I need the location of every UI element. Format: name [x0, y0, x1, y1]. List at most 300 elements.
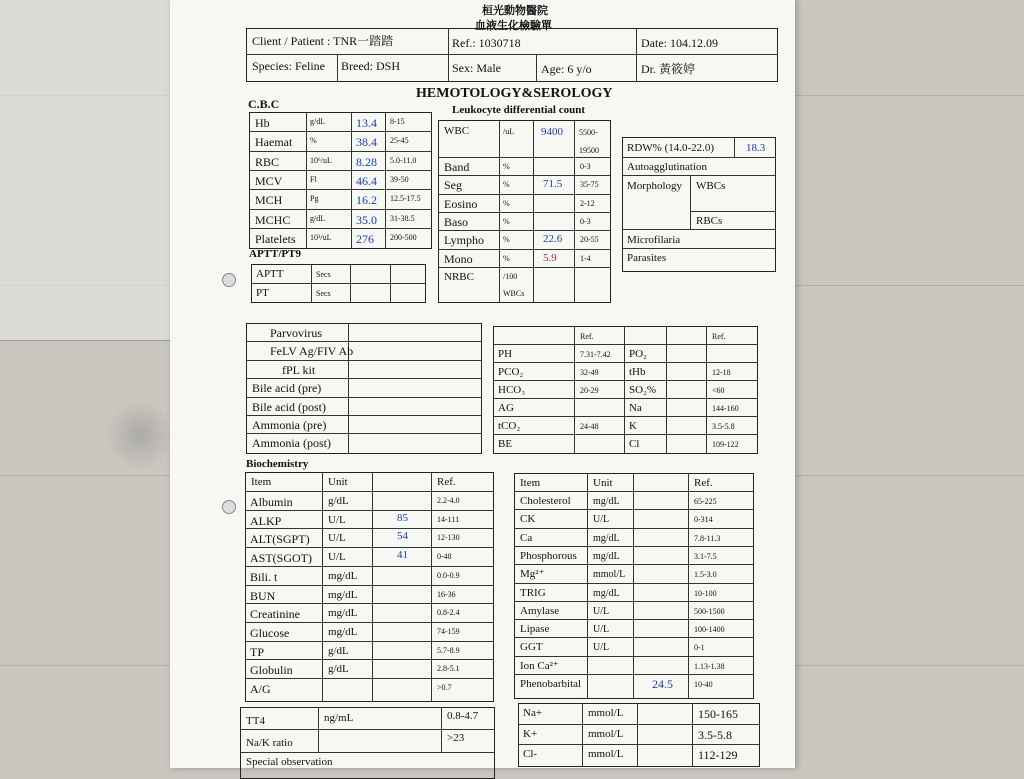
species-value: Feline	[295, 59, 325, 73]
row-divider	[514, 601, 754, 602]
biochem-ref-range: 1.13-1.38	[694, 661, 725, 671]
gas-param-name: PO₂	[629, 348, 647, 360]
electrolyte-name: Na+	[523, 707, 543, 719]
gas-ref-range: <60	[712, 386, 725, 395]
row-divider	[514, 564, 754, 565]
divider	[692, 703, 693, 766]
biochem-test-name: Ion Ca²⁺	[520, 659, 559, 672]
cbc-unit: g/dL	[310, 213, 326, 223]
biochem-test-name: A/G	[250, 682, 271, 696]
breed-field	[341, 60, 400, 72]
rdw-label: RDW% (14.0-22.0)	[627, 142, 715, 154]
biochem-ref-range: 14-111	[437, 514, 460, 524]
divider	[246, 54, 778, 55]
age-value: 6 y/o	[567, 62, 592, 76]
gas-ref-range: 144-160	[712, 404, 739, 413]
nrbc-unit-2: WBCs	[503, 289, 525, 298]
gas-ref-range: 7.31-7.42	[580, 350, 611, 359]
gas-param-name: K	[629, 420, 637, 432]
row-divider	[514, 528, 754, 529]
date-field	[641, 37, 718, 49]
biochem-test-name: Phosphorous	[520, 549, 577, 562]
row-divider	[438, 230, 610, 231]
diff-ref-range: 20-55	[580, 235, 599, 245]
biochem-test-name: GGT	[520, 641, 543, 654]
serology-test-name: Ammonia (pre)	[252, 418, 327, 432]
biochem-unit: U/L	[593, 624, 610, 636]
row-divider	[245, 603, 494, 604]
biochem-ref-range: 500-1500	[694, 606, 725, 616]
biochem-unit: mg/dL	[593, 532, 620, 544]
diff-cell-name: Eosino	[444, 196, 478, 211]
biochem-ref-range: 5.7-8.9	[437, 645, 460, 655]
biochem-test-name: Lipase	[520, 623, 550, 636]
cbc-unit: Pg	[310, 194, 319, 204]
breed-label: Breed:	[341, 59, 373, 73]
divider	[448, 28, 449, 82]
gas-param-name: PH	[498, 348, 513, 360]
biochem-unit: U/L	[328, 532, 346, 545]
sex-value: Male	[476, 61, 501, 75]
divider	[622, 175, 776, 176]
wbcs-label: WBCs	[696, 180, 726, 192]
microfilaria-label: Microfilaria	[627, 234, 681, 246]
row-divider	[514, 619, 754, 620]
nak-ratio-label: Na/K ratio	[246, 737, 293, 749]
electrolyte-name: K+	[523, 727, 538, 740]
row-divider	[246, 341, 482, 342]
row-divider	[245, 491, 494, 492]
biochem-unit: mg/dL	[328, 625, 358, 638]
diff-cell-name: Seg	[444, 178, 462, 193]
gas-ref-range: 32-49	[580, 368, 599, 377]
biochem-value: 41	[397, 549, 408, 562]
row-divider	[245, 622, 494, 623]
serology-test-name: fPL kit	[282, 362, 316, 377]
row-divider	[493, 362, 758, 363]
ref-value: 1030718	[478, 36, 521, 50]
biochem-unit: U/L	[328, 513, 346, 526]
doctor-label: Dr.	[641, 62, 656, 76]
biochem-unit: mg/dL	[593, 496, 620, 507]
client-label: Client / Patient :	[252, 34, 331, 48]
biochem-test-name: Glucose	[250, 625, 290, 640]
biochem-test-name: CK	[520, 513, 536, 526]
divider	[350, 264, 351, 303]
biochem-ref-range: 65-225	[694, 497, 717, 506]
gas-ref-range: 24-48	[580, 422, 599, 431]
gas-param-name: AG	[498, 402, 514, 414]
divider	[637, 703, 638, 766]
row-divider	[249, 170, 432, 171]
row-divider	[493, 344, 758, 345]
age-field	[541, 63, 592, 75]
row-divider	[438, 249, 610, 250]
diff-ref-range: 2-12	[580, 198, 595, 208]
cbc-ref-range: 25-45	[390, 136, 409, 146]
doctor-field	[641, 63, 695, 75]
electrolyte-unit: mmol/L	[588, 727, 624, 740]
row-divider	[493, 416, 758, 417]
biochem-unit: g/dL	[328, 495, 349, 507]
gas-ref-range: 20-29	[580, 386, 599, 395]
biochem-ref-range: 3.1-7.5	[694, 551, 717, 561]
divider	[318, 707, 319, 753]
rdw-value: 18.3	[746, 142, 766, 154]
diff-cell-name: Mono	[444, 251, 473, 266]
biochem-test-name: TRIG	[520, 586, 546, 599]
row-divider	[249, 209, 432, 210]
nak-ratio-ref: >23	[447, 732, 465, 744]
row-divider	[245, 528, 494, 529]
diff-unit: %	[503, 180, 510, 190]
row-divider	[514, 546, 754, 547]
row-divider	[245, 510, 494, 511]
wbc-label: WBC	[444, 125, 470, 137]
serology-test-name: Ammonia (post)	[252, 436, 331, 451]
biochem-test-name: ALKP	[250, 513, 282, 528]
row-divider	[246, 433, 482, 434]
biochem-test-name: Albumin	[250, 495, 293, 509]
species-field	[252, 60, 325, 72]
divider	[251, 283, 426, 284]
divider	[536, 54, 537, 82]
breed-value: DSH	[376, 59, 401, 73]
biochem-ref-range: 0-1	[694, 643, 705, 653]
cbc-ref-range: 8-15	[390, 117, 405, 126]
biochem-ref-range: 2.8-5.1	[437, 664, 460, 674]
diff-ref-range: 0-3	[580, 162, 591, 171]
tt4-label: TT4	[246, 715, 265, 727]
wbc-unit: /uL	[503, 127, 515, 136]
cbc-test-name: MCV	[255, 173, 283, 188]
pt-label: PT	[256, 287, 269, 299]
biochem-unit: mg/dL	[328, 607, 358, 620]
hospital-name: 桓光動物醫院	[482, 5, 548, 17]
row-divider	[438, 157, 610, 158]
gas-param-name: BE	[498, 438, 513, 450]
gas-ref-header: Ref.	[580, 332, 594, 341]
gas-ref-range: 3.5-5.8	[712, 422, 735, 431]
divider	[633, 473, 634, 698]
diff-ref-range: 35-75	[580, 180, 599, 190]
aptt-heading: APTT/PT9	[249, 248, 301, 260]
cbc-ref-range: 200-500	[390, 232, 417, 242]
doctor-value: 黃筱婷	[659, 62, 696, 76]
biochem-value: 85	[397, 511, 408, 524]
divider	[431, 472, 432, 701]
gas-ref-header-2: Ref.	[712, 332, 726, 341]
biochem-ref-range: >0.7	[437, 683, 452, 692]
row-divider	[493, 398, 758, 399]
divider	[322, 472, 323, 701]
row-divider	[438, 212, 610, 213]
electrolyte-name: Cl-	[523, 748, 538, 760]
biochem-unit: mmol/L	[593, 569, 626, 581]
biochem-value: 54	[397, 530, 408, 543]
biochem-unit: U/L	[593, 514, 610, 526]
cbc-ref-range: 31-38.5	[390, 213, 415, 223]
biochem-unit: mg/dL	[593, 587, 620, 599]
divider	[734, 137, 735, 157]
row-divider	[245, 547, 494, 548]
ref-label: Ref.:	[452, 36, 476, 50]
biochem-unit: U/L	[328, 551, 346, 564]
divider	[622, 157, 776, 158]
diff-unit: %	[503, 253, 510, 263]
row-divider	[249, 228, 432, 229]
biochem-ref-range: 100-1400	[694, 625, 725, 635]
gas-param-name: Na	[629, 402, 642, 414]
biochem-test-name: Creatinine	[250, 607, 300, 622]
cbc-test-name: MCHC	[255, 212, 291, 227]
divider	[518, 724, 760, 725]
sex-label: Sex:	[452, 61, 474, 75]
row-divider	[245, 659, 494, 660]
biochem-unit: mg/dL	[328, 588, 358, 601]
diff-cell-name: Baso	[444, 214, 468, 229]
biochemistry-heading: Biochemistry	[246, 458, 309, 470]
diff-value: 71.5	[543, 178, 563, 191]
cbc-unit: Fl	[310, 174, 317, 184]
cbc-unit: 10⁶/uL	[310, 155, 332, 165]
pt-unit: Secs	[316, 289, 331, 298]
biochem-unit: g/dL	[328, 644, 349, 657]
diff-value: 22.6	[543, 233, 563, 246]
client-field	[252, 35, 393, 47]
row-divider	[493, 434, 758, 435]
cbc-ref-range: 5.0-11.0	[390, 155, 417, 165]
row-divider	[245, 641, 494, 642]
biochem-unit: g/dL	[328, 663, 349, 676]
gas-param-name: tHb	[629, 366, 646, 378]
diff-ref-range: 1-4	[580, 253, 591, 263]
divider	[240, 752, 495, 753]
electrolyte-unit: mmol/L	[588, 707, 624, 719]
cbc-heading: C.B.C	[248, 97, 280, 111]
row-divider	[514, 583, 754, 584]
row-divider	[245, 585, 494, 586]
row-divider	[245, 566, 494, 567]
tt4-ref: 0.8-4.7	[447, 710, 479, 722]
parasites-label: Parasites	[627, 252, 667, 264]
biochem-test-name: Ca	[520, 531, 533, 544]
tt4-unit: ng/mL	[324, 712, 354, 724]
biochem-ref-range: 2.2-4.0	[437, 496, 460, 505]
biochem-ref-range: 10-100	[694, 588, 717, 598]
divider	[690, 211, 776, 212]
divider	[518, 744, 760, 745]
biochem-test-name: Amylase	[520, 604, 560, 617]
gas-param-name: tCO₂	[498, 420, 521, 432]
client-value: TNR一踏踏	[333, 34, 394, 48]
bio-ref-header-2: Ref.	[694, 477, 713, 489]
row-divider	[493, 380, 758, 381]
divider	[587, 473, 588, 698]
biochem-ref-range: 10-40	[694, 680, 713, 689]
cbc-test-name: Hb	[255, 116, 270, 130]
diff-unit: %	[503, 198, 510, 208]
row-divider	[246, 397, 482, 398]
cbc-unit: 10³/uL	[310, 232, 332, 242]
cbc-test-name: Platelets	[255, 231, 296, 246]
form-title: 血液生化檢驗單	[475, 20, 552, 32]
divider	[441, 707, 442, 753]
gas-ref-range: 12-18	[712, 368, 731, 377]
biochem-test-name: TP	[250, 644, 265, 659]
row-divider	[438, 194, 610, 195]
differential-heading: Leukocyte differential count	[452, 104, 586, 116]
serology-test-name: Bile acid (post)	[252, 399, 326, 414]
electrolyte-ref-range: 150-165	[698, 707, 738, 721]
row-divider	[514, 637, 754, 638]
biochem-test-name: BUN	[250, 588, 276, 603]
biochem-ref-range: 12-130	[437, 533, 460, 543]
biochem-ref-range: 0-314	[694, 515, 713, 525]
row-divider	[514, 509, 754, 510]
cbc-value: 8.28	[356, 154, 377, 169]
serology-test-name: FeLV Ag/FIV Ab	[270, 344, 354, 359]
cbc-test-name: MCH	[255, 193, 283, 208]
diff-unit: %	[503, 162, 510, 171]
biochem-test-name: Phenobarbital	[520, 678, 582, 690]
bio-item-header-2: Item	[520, 477, 541, 489]
row-divider	[438, 175, 610, 176]
gas-param-name: PCO₂	[498, 366, 524, 378]
electrolyte-unit: mmol/L	[588, 748, 624, 760]
biochem-test-name: Globulin	[250, 663, 293, 678]
cbc-ref-range: 12.5-17.5	[390, 194, 421, 204]
biochem-test-name: Bili. t	[250, 569, 278, 584]
species-label: Species:	[252, 59, 292, 73]
biochem-ref-range: 7.8-11.3	[694, 533, 721, 543]
biochem-ref-range: 0.0-0.9	[437, 570, 460, 580]
diff-unit: %	[503, 216, 510, 226]
biochem-unit: mg/dL	[328, 569, 358, 582]
wbc-ref: 5500-	[579, 128, 598, 137]
row-divider	[249, 131, 432, 132]
serology-test-name: Parvovirus	[270, 326, 322, 340]
hemotology-heading: HEMOTOLOGY&SEROLOGY	[416, 86, 613, 101]
wbc-ref-2: 19500	[579, 146, 599, 155]
divider	[688, 473, 689, 698]
biochem-ref-range: 0-48	[437, 552, 452, 562]
biochem-ref-range: 74-159	[437, 626, 460, 636]
row-divider	[438, 267, 610, 268]
row-divider	[514, 674, 754, 675]
diff-ref-range: 0-3	[580, 216, 591, 226]
row-divider	[245, 678, 494, 679]
cbc-value: 13.4	[356, 116, 377, 130]
cbc-test-name: RBC	[255, 154, 280, 169]
biochem-ref-range: 0.8-2.4	[437, 608, 460, 618]
divider	[690, 175, 691, 229]
row-divider	[246, 415, 482, 416]
biochem-test-name: Cholesterol	[520, 495, 571, 507]
divider	[240, 729, 495, 730]
punch-hole	[222, 273, 236, 287]
cbc-unit: %	[310, 136, 317, 146]
divider	[636, 28, 637, 82]
date-label: Date:	[641, 36, 667, 50]
age-label: Age:	[541, 62, 565, 76]
biochem-test-name: Mg²⁺	[520, 568, 545, 581]
cbc-value: 276	[356, 231, 374, 246]
date-value: 104.12.09	[670, 36, 718, 50]
row-divider	[246, 378, 482, 379]
gas-param-name: HCO₃	[498, 384, 526, 396]
biochem-unit: U/L	[593, 642, 610, 654]
biochem-value: 24.5	[652, 677, 673, 691]
cbc-value: 35.0	[356, 212, 377, 227]
wbc-value: 9400	[541, 126, 563, 138]
electrolyte-ref-range: 112-129	[698, 748, 738, 762]
diff-value: 5.9	[543, 251, 557, 264]
rbcs-label: RBCs	[696, 215, 723, 227]
ref-field	[452, 37, 521, 49]
autoagglutination-label: Autoagglutination	[627, 161, 708, 173]
biochem-ref-range: 16-36	[437, 589, 456, 599]
biochem-unit: U/L	[593, 605, 610, 617]
electrolyte-ref-range: 3.5-5.8	[698, 727, 732, 742]
biochem-test-name: ALT(SGPT)	[250, 532, 310, 547]
bio-item-header: Item	[251, 476, 272, 488]
row-divider	[249, 189, 432, 190]
morphology-label: Morphology	[627, 180, 682, 192]
diff-cell-name: Band	[444, 160, 470, 174]
biochem-ref-range: 1.5-3.0	[694, 570, 717, 580]
gas-param-name: Cl	[629, 438, 640, 450]
nrbc-label: NRBC	[444, 271, 474, 283]
row-divider	[246, 360, 482, 361]
biochem-test-name: AST(SGOT)	[250, 551, 312, 566]
divider	[372, 472, 373, 701]
row-divider	[514, 491, 754, 492]
divider	[582, 703, 583, 766]
plastic-sleeve	[0, 0, 172, 341]
sex-field	[452, 62, 501, 74]
diff-unit: %	[503, 235, 510, 245]
cbc-unit: g/dL	[310, 117, 326, 126]
divider	[622, 229, 776, 230]
serology-test-name: Bile acid (pre)	[252, 381, 322, 396]
bio-ref-header: Ref.	[437, 476, 456, 488]
divider	[311, 264, 312, 303]
diff-cell-name: Lympho	[444, 233, 485, 248]
bio-unit-header: Unit	[328, 476, 348, 488]
gas-param-name: SO₂%	[629, 384, 657, 396]
punch-hole	[222, 500, 236, 514]
biochem-unit: mg/dL	[593, 550, 620, 562]
row-divider	[249, 151, 432, 152]
special-observation-label: Special observation	[246, 756, 333, 768]
cbc-ref-range: 39-50	[390, 174, 409, 184]
divider	[337, 54, 338, 82]
cbc-value: 38.4	[356, 135, 377, 150]
gas-ref-range: 109-122	[712, 440, 739, 449]
bio-unit-header-2: Unit	[593, 477, 613, 489]
stain	[105, 400, 175, 470]
cbc-value: 46.4	[356, 173, 377, 188]
cbc-test-name: Haemat	[255, 135, 293, 150]
aptt-label: APTT	[256, 268, 284, 280]
divider	[622, 248, 776, 249]
nrbc-unit: /100	[503, 272, 518, 281]
divider	[390, 264, 391, 303]
aptt-unit: Secs	[316, 270, 331, 279]
cbc-value: 16.2	[356, 193, 377, 208]
row-divider	[514, 656, 754, 657]
